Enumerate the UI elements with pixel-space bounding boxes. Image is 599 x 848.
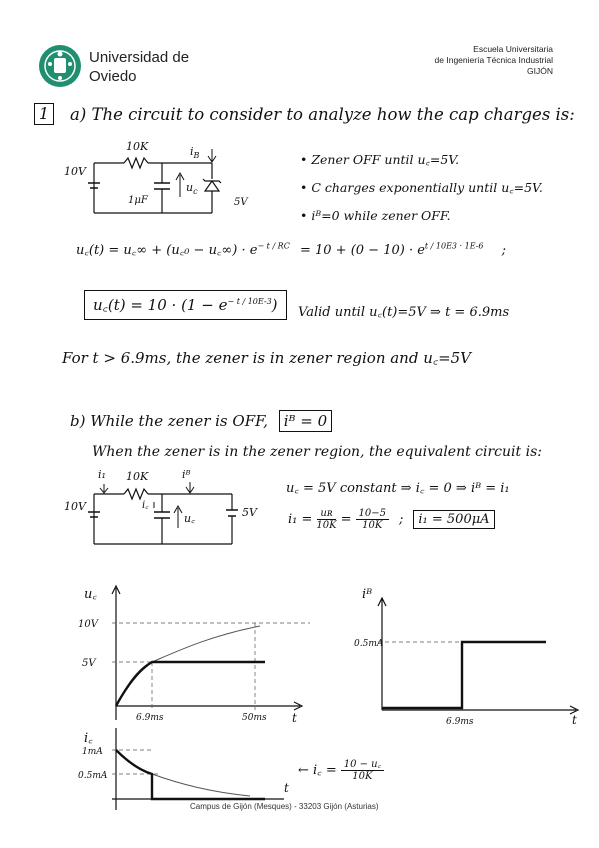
circuit1-zener-label: 5V (234, 197, 248, 208)
university-seal-icon (38, 44, 82, 88)
ic-formula-frac (341, 756, 384, 782)
circuit-diagram-1 (62, 135, 272, 220)
b-eq2-frac1 (316, 508, 336, 531)
circuit2-ib-label: iᴮ (182, 468, 191, 481)
ic-formula (298, 756, 384, 782)
equation-uc-boxed (84, 290, 287, 320)
ib-tick-0.5ma: 0.5mA (354, 639, 384, 649)
problem-number: 1 (34, 103, 54, 125)
b-equation-2 (288, 508, 495, 531)
b-eq2-num2: 10−5 (356, 508, 389, 520)
b-equation-1: u꜀ = 5V constant ⇒ i꜀ = 0 ⇒ iᴮ = i₁ (286, 481, 510, 496)
uc-tick-10v: 10V (78, 619, 98, 630)
circuit-diagram-2 (62, 466, 272, 551)
eq2-main: u꜀(t) = 10 · (1 − e (93, 296, 228, 314)
eq2-exponent: − t / 10E-3 (227, 297, 272, 306)
graphs (60, 578, 590, 818)
circuit2-source-label: 10V (64, 500, 86, 513)
university-line1: Universidad de (89, 49, 190, 66)
uc-axis-label: u꜀ (84, 587, 97, 602)
ib-xtick-6.9ms: 6.9ms (446, 717, 474, 727)
bullet-item-3: • iᴮ=0 while zener OFF. (300, 208, 451, 223)
bullet-item-1: • Zener OFF until u꜀=5V. (300, 152, 460, 167)
b-eq2-left: i₁ = (288, 512, 313, 527)
part-b-ib-box: iᴮ = 0 (279, 410, 332, 432)
school-line3: GIJÓN (527, 66, 553, 76)
eq2-validity: Valid until u꜀(t)=5V ⇒ t = 6.9ms (298, 305, 510, 320)
eq1-right: = 10 + (0 − 10) · e (299, 243, 425, 258)
b-eq2-den2: 10K (362, 520, 383, 531)
eq1-end: ; (501, 243, 507, 258)
circuit2-ic-label: i꜀ (142, 500, 149, 511)
b-eq2-semi: ; (398, 512, 404, 527)
ic-t-label: t (284, 781, 289, 795)
school-name (435, 44, 553, 77)
ic-tick-0.5ma: 0.5mA (78, 771, 108, 781)
b-eq2-result-box: i₁ = 500μA (413, 510, 494, 529)
eq1-exponent-2: t / 10E3 · 1E-6 (424, 241, 484, 251)
ic-formula-left: ← i꜀ = (298, 763, 337, 778)
equation-uc-general (76, 240, 506, 258)
uc-xtick-6.9ms: 6.9ms (136, 713, 164, 723)
eq2-close: ) (271, 296, 278, 314)
part-b-intro (70, 412, 332, 430)
university-line2: Oviedo (89, 68, 137, 85)
b-eq2-eq: = (340, 512, 352, 527)
circuit1-ib-label: $i_B$ (190, 145, 200, 160)
part-b-line2: When the zener is in the zener region, the equivalent circuit is: (92, 444, 542, 460)
school-line1: Escuela Universitaria (473, 44, 553, 54)
circuit1-cap-label: 1μF (128, 195, 148, 206)
ic-formula-num: 10 − u꜀ (341, 756, 384, 771)
bullet-item-2: • C charges exponentially until u꜀=5V. (300, 180, 543, 195)
footer-address: Campus de Gijón (Mesques) - 33203 Gijón (Asturias) (190, 802, 379, 811)
circuit1-resistor-label: 10K (126, 140, 149, 153)
bullet-list (300, 146, 543, 230)
eq1-left: u꜀(t) = u꜀∞ + (u꜀₀ − u꜀∞) · e (76, 243, 258, 258)
school-line2: de Ingeniería Técnica Industrial (434, 55, 553, 65)
circuit1-uc-label: $u_c$ (186, 181, 198, 196)
part-b-text: b) While the zener is OFF, (70, 412, 268, 430)
ic-tick-1ma: 1mA (82, 747, 103, 757)
uc-t-label: t (292, 711, 297, 725)
uc-xtick-50ms: 50ms (242, 713, 267, 723)
conclusion-part-a: For t > 6.9ms, the zener is in zener region and u꜀=5V (62, 349, 472, 367)
circuit2-zener-label: 5V (242, 506, 257, 519)
circuit2-resistor-label: 10K (126, 470, 149, 483)
ib-t-label: t (572, 713, 577, 727)
uc-tick-5v: 5V (82, 658, 96, 669)
b-eq2-frac2 (356, 508, 389, 531)
ic-axis-label: i꜀ (84, 731, 93, 746)
b-eq2-den1: 10K (316, 520, 337, 531)
b-eq2-num1: uʀ (317, 508, 335, 520)
ic-formula-den: 10K (352, 771, 373, 782)
eq1-exponent: − t / RC (257, 241, 290, 251)
circuit2-i1-label: i₁ (98, 468, 106, 481)
circuit1-source-label: 10V (64, 165, 86, 178)
ib-axis-label: iᴮ (362, 587, 373, 602)
circuit2-uc-label: u꜀ (184, 512, 195, 525)
university-name (89, 48, 189, 86)
part-a-intro: a) The circuit to consider to analyze how the cap charges is: (70, 105, 575, 124)
university-logo (38, 44, 82, 88)
